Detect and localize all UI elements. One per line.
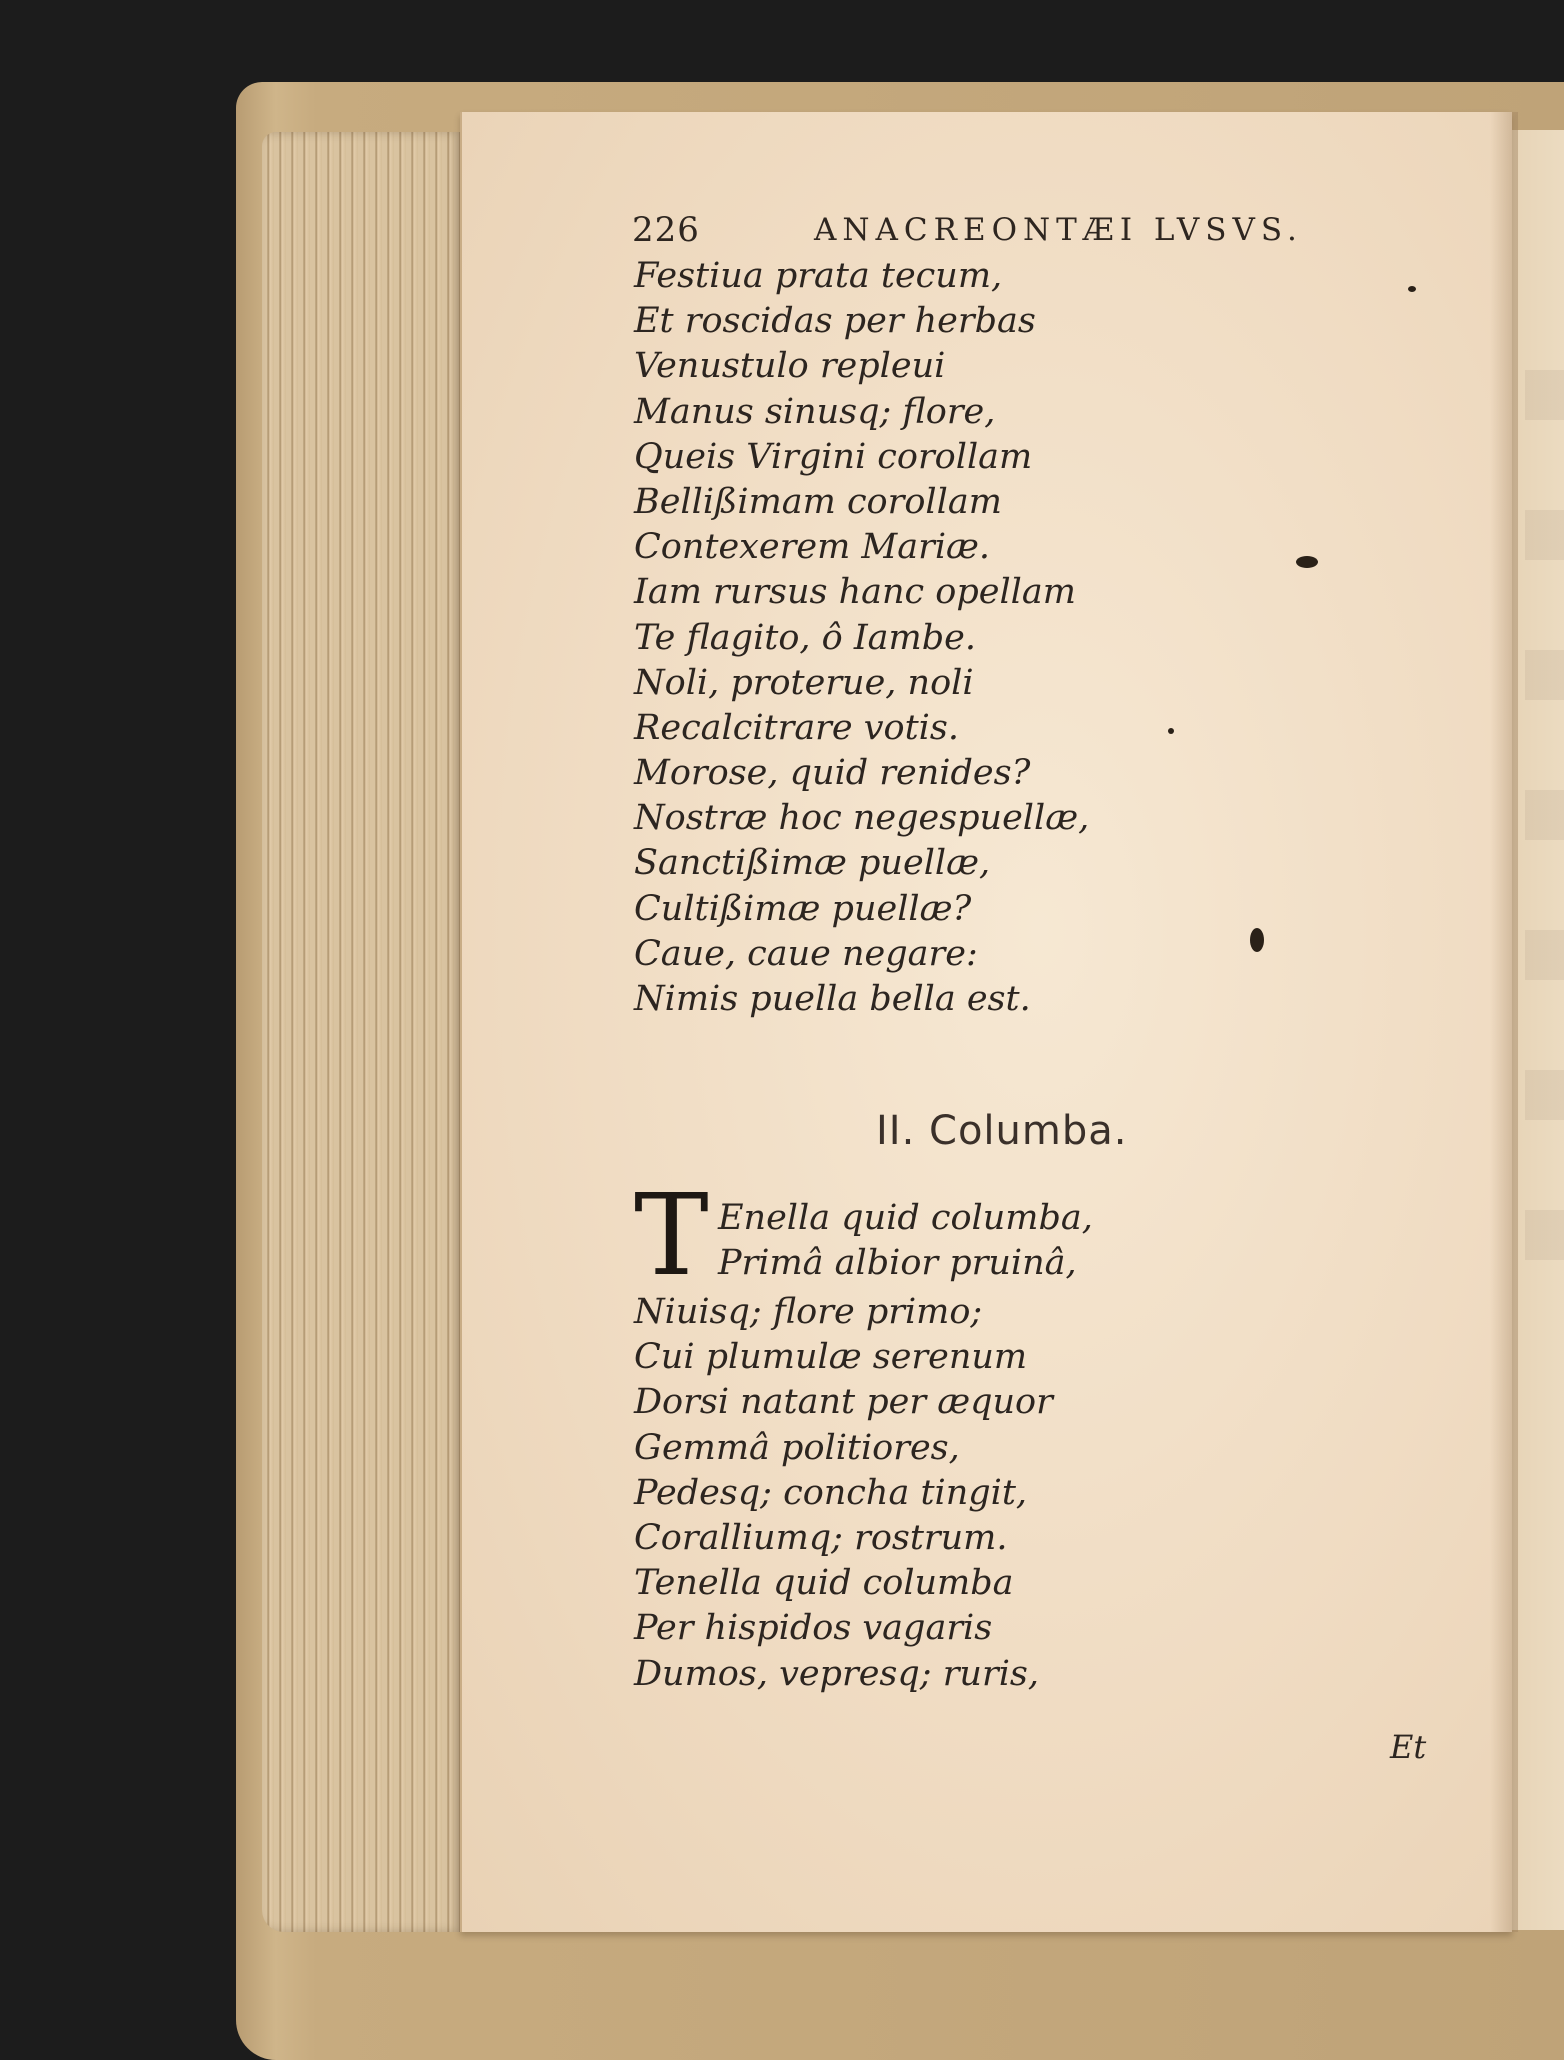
verse-line: Nostræ hoc negespuellæ, — [634, 798, 1090, 839]
drop-cap: T — [634, 1171, 709, 1301]
verse-line: Et roscidas per herbas — [634, 301, 1036, 342]
verse-line: Sanctißimæ puellæ, — [634, 843, 991, 884]
poem2-opening — [718, 1196, 1478, 1286]
page-header — [632, 210, 1332, 254]
page-edges — [262, 132, 462, 1932]
verse-line: Dumos, vepresq; ruris, — [634, 1653, 1039, 1694]
ink-blot — [1408, 286, 1416, 292]
verse-line: Morose, quid renides? — [634, 753, 1031, 794]
verse-line: Pedesq; concha tingit, — [634, 1472, 1028, 1513]
verse-line: Primâ albior pruinâ, — [718, 1243, 1077, 1284]
running-head: ANACREONTÆI LVSVS. — [814, 212, 1303, 248]
verse-line: Festiua prata tecum, — [634, 256, 1003, 296]
verse-line: Cultißimæ puellæ? — [634, 888, 972, 929]
verse-line: Queis Virgini corollam — [634, 436, 1033, 477]
page-number: 226 — [632, 210, 700, 250]
verse-line: Coralliumq; rostrum. — [634, 1517, 1008, 1558]
facing-page-show-through — [1525, 280, 1564, 1280]
poem-continued — [634, 254, 1394, 1022]
section-title: II. Columba. — [876, 1108, 1128, 1154]
verse-line: Dorsi natant per æquor — [634, 1382, 1053, 1423]
verse-line: Venustulo repleui — [634, 346, 946, 387]
verse-line: Tenella quid columba — [634, 1563, 1014, 1604]
verse-line: Caue, caue negare: — [634, 933, 978, 974]
page-gutter-shadow — [1490, 112, 1518, 1932]
verse-line: Bellißimam corollam — [634, 481, 1002, 522]
verse-line: Per hispidos vagaris — [634, 1608, 993, 1649]
verse-line: Cui plumulæ serenum — [634, 1337, 1028, 1378]
verse-line: Nimis puella bella est. — [634, 979, 1031, 1019]
verse-line: Niuisq; flore primo; — [634, 1292, 983, 1332]
verse-line: Contexerem Mariæ. — [634, 527, 991, 568]
verse-line: Gemmâ politiores, — [634, 1427, 960, 1468]
verse-line: Manus sinusq; flore, — [634, 391, 996, 432]
verse-line: Te flagito, ô Iambe. — [634, 617, 976, 658]
verse-line: Iam rursus hanc opellam — [634, 572, 1076, 613]
verse-line: Enella quid columba, — [718, 1198, 1093, 1238]
ink-blot — [1296, 556, 1318, 568]
verse-line: Recalcitrare votis. — [634, 707, 959, 748]
catchword: Et — [1390, 1728, 1427, 1766]
ink-blot — [1168, 728, 1174, 734]
ink-blot — [1250, 928, 1264, 952]
verse-line: Noli, proterue, noli — [634, 662, 974, 703]
poem2-body — [634, 1290, 1394, 1697]
